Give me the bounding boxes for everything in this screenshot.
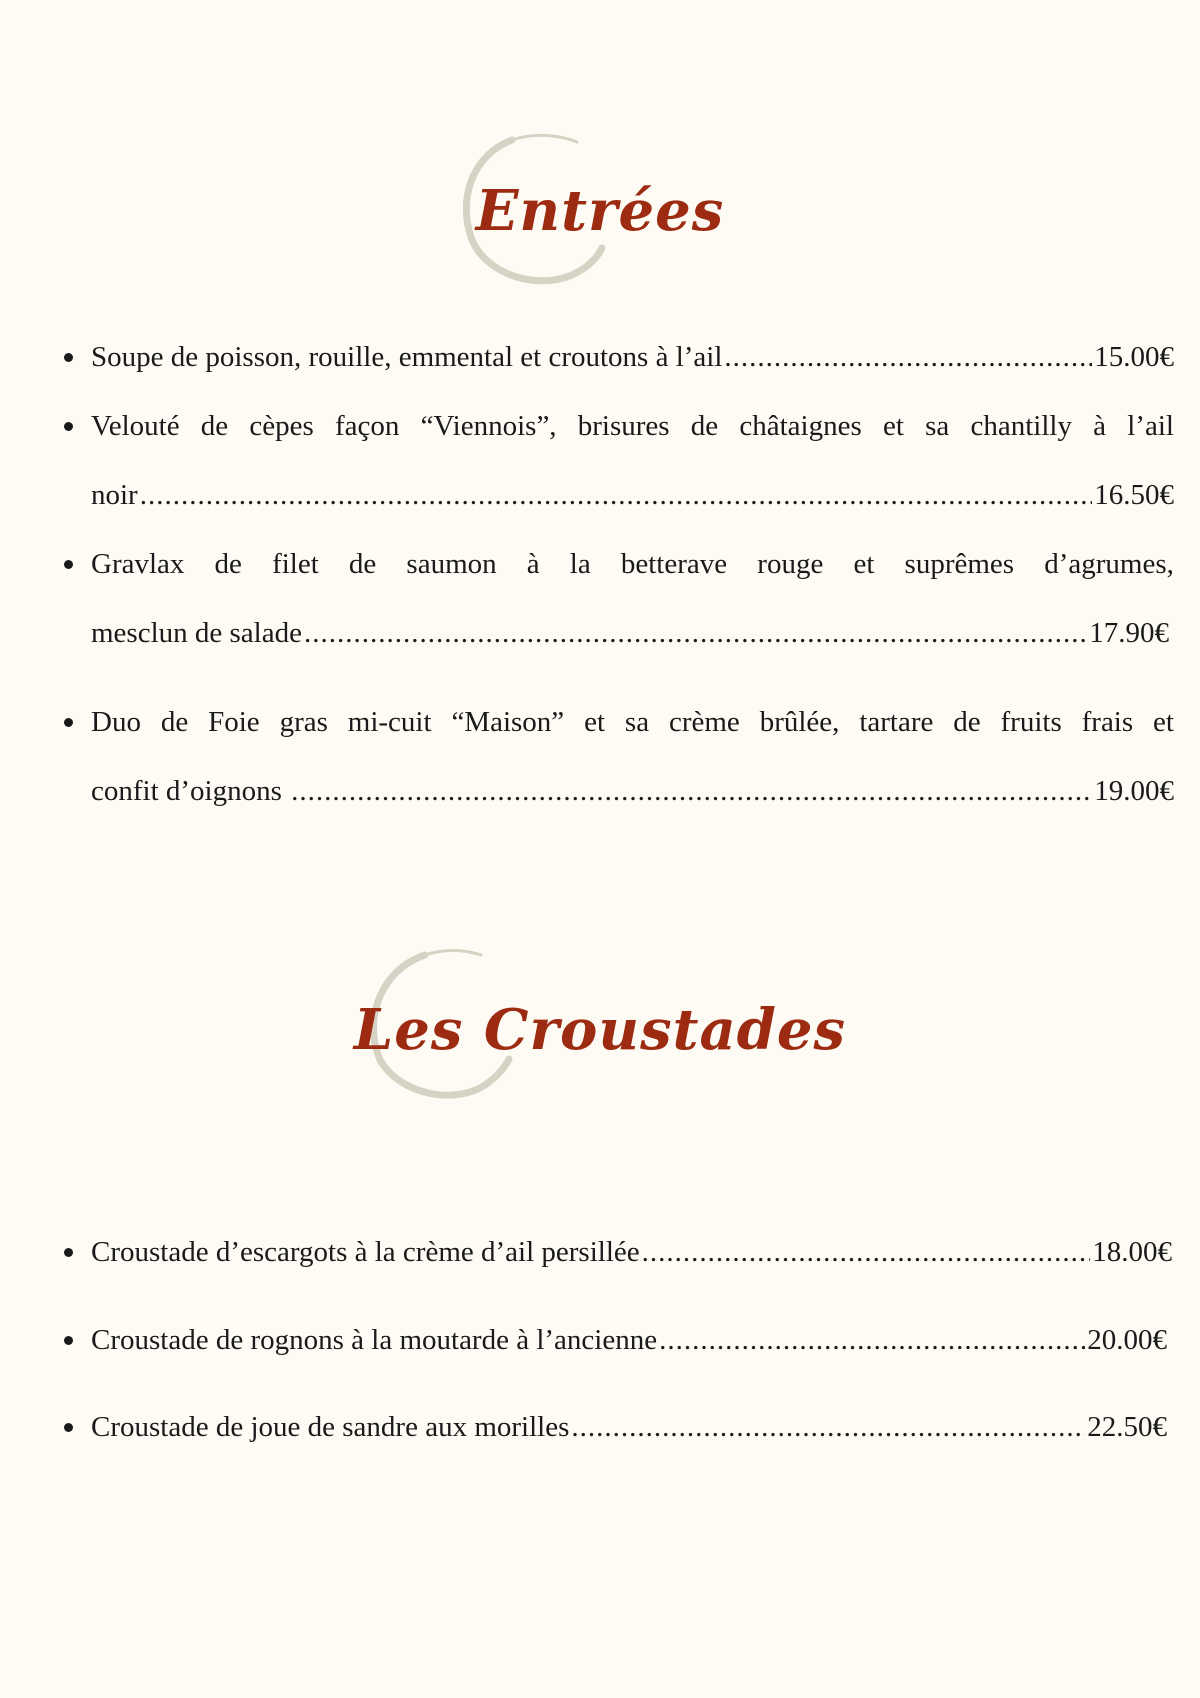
menu-item-name: Croustade de rognons à la moutarde à l’ancienne <box>91 1324 658 1356</box>
menu-item-word: d’agrumes, <box>1044 548 1174 580</box>
menu-item-line <box>91 1218 1172 1287</box>
menu-item-word: de <box>214 548 242 580</box>
menu-item-name <box>91 548 1174 581</box>
menu-item-word: de <box>690 410 719 442</box>
menu-item-word: et <box>584 706 606 738</box>
dot-leader <box>571 1411 1085 1444</box>
menu-item-word: Duo <box>91 706 141 738</box>
menu-item-word: sa <box>624 706 650 738</box>
menu-item-word: de <box>160 706 189 738</box>
menu-item-name <box>91 706 1174 739</box>
menu-item-word: rouge <box>757 548 824 580</box>
menu-item-line <box>91 1393 1167 1462</box>
bullet-dot-icon <box>64 1336 73 1345</box>
menu-item-word: “Viennois”, <box>420 410 557 442</box>
menu-item-word: la <box>569 548 591 580</box>
menu-item-word: filet <box>272 548 319 580</box>
menu-item-word: mi-cuit <box>347 706 432 738</box>
menu-item-line <box>91 688 1174 757</box>
menu-item-line <box>91 599 1169 668</box>
dot-leader <box>724 341 1092 374</box>
menu-item-name <box>91 410 1174 443</box>
dot-leader <box>304 617 1087 650</box>
menu-item-line <box>91 530 1174 599</box>
menu-item-word: saumon <box>406 548 497 580</box>
menu-item-price: 22.50€ <box>1087 1411 1167 1443</box>
menu-item-word: de <box>200 410 229 442</box>
menu-item-word: et <box>853 548 875 580</box>
dot-leader <box>291 775 1092 808</box>
menu-item-word: à <box>1093 410 1107 442</box>
menu-item-line <box>91 392 1174 461</box>
menu-item-word: Foie <box>208 706 260 738</box>
bullet-dot-icon <box>64 422 73 431</box>
menu-item-word: fruits <box>1000 706 1062 738</box>
menu-item-word: et <box>1153 706 1174 738</box>
menu-item-word: de <box>953 706 981 738</box>
menu-item-line <box>91 757 1174 826</box>
menu-item-price: 16.50€ <box>1094 479 1174 511</box>
menu-item-word: chantilly <box>970 410 1072 442</box>
menu-item-word: tartare <box>859 706 934 738</box>
menu-item-name: Croustade d’escargots à la crème d’ail persillée <box>91 1236 640 1268</box>
bullet-dot-icon <box>64 560 73 569</box>
menu-item-price: 20.00€ <box>1087 1324 1167 1356</box>
section-heading-entrees <box>0 130 1200 300</box>
menu-item-word: châtaignes <box>739 410 862 442</box>
menu-item-word: cèpes <box>249 410 314 442</box>
menu-item-word: crème <box>668 706 740 738</box>
menu-item-line <box>91 461 1174 530</box>
menu-item-word: gras <box>279 706 328 738</box>
menu-item-price: 17.90€ <box>1089 617 1169 649</box>
menu-item-word: de <box>348 548 377 580</box>
bullet-dot-icon <box>64 1423 73 1432</box>
menu-item-price: 15.00€ <box>1094 341 1174 373</box>
menu-item-name: Croustade de joue de sandre aux morilles <box>91 1411 570 1443</box>
menu-item-name: Soupe de poisson, rouille, emmental et croutons à l’ail <box>91 341 723 373</box>
bullet-dot-icon <box>64 718 73 727</box>
menu-item-word: façon <box>334 410 400 442</box>
bullet-dot-icon <box>64 1248 73 1257</box>
menu-item-price: 18.00€ <box>1092 1236 1172 1268</box>
menu-item-name: mesclun de salade <box>91 617 302 649</box>
menu-item-word: l’ail <box>1127 410 1174 442</box>
menu-item-word: suprêmes <box>904 548 1015 580</box>
menu-item-word: brûlée, <box>759 706 840 738</box>
menu-item-word: Velouté <box>91 410 180 442</box>
menu-item-name: noir <box>91 479 138 511</box>
menu-item-price: 19.00€ <box>1094 775 1174 807</box>
dot-leader <box>642 1236 1091 1269</box>
menu-item-word: “Maison” <box>451 706 565 738</box>
menu-item-word: brisures <box>577 410 670 442</box>
menu-item-word: frais <box>1081 706 1134 738</box>
section-title: Les Croustades <box>353 997 847 1063</box>
bullet-dot-icon <box>64 353 73 362</box>
section-title: Entrées <box>475 178 725 244</box>
menu-item-name: confit d’oignons <box>91 775 290 807</box>
menu-item-line <box>91 1306 1167 1375</box>
menu-item-word: et <box>882 410 904 442</box>
menu-item-line <box>91 323 1174 392</box>
dot-leader <box>659 1324 1085 1357</box>
dot-leader <box>140 479 1093 512</box>
section-heading-croustades <box>0 945 1200 1115</box>
menu-item-word: sa <box>925 410 950 442</box>
menu-item-word: Gravlax <box>91 548 185 580</box>
menu-item-word: betterave <box>620 548 728 580</box>
menu-item-word: à <box>526 548 540 580</box>
